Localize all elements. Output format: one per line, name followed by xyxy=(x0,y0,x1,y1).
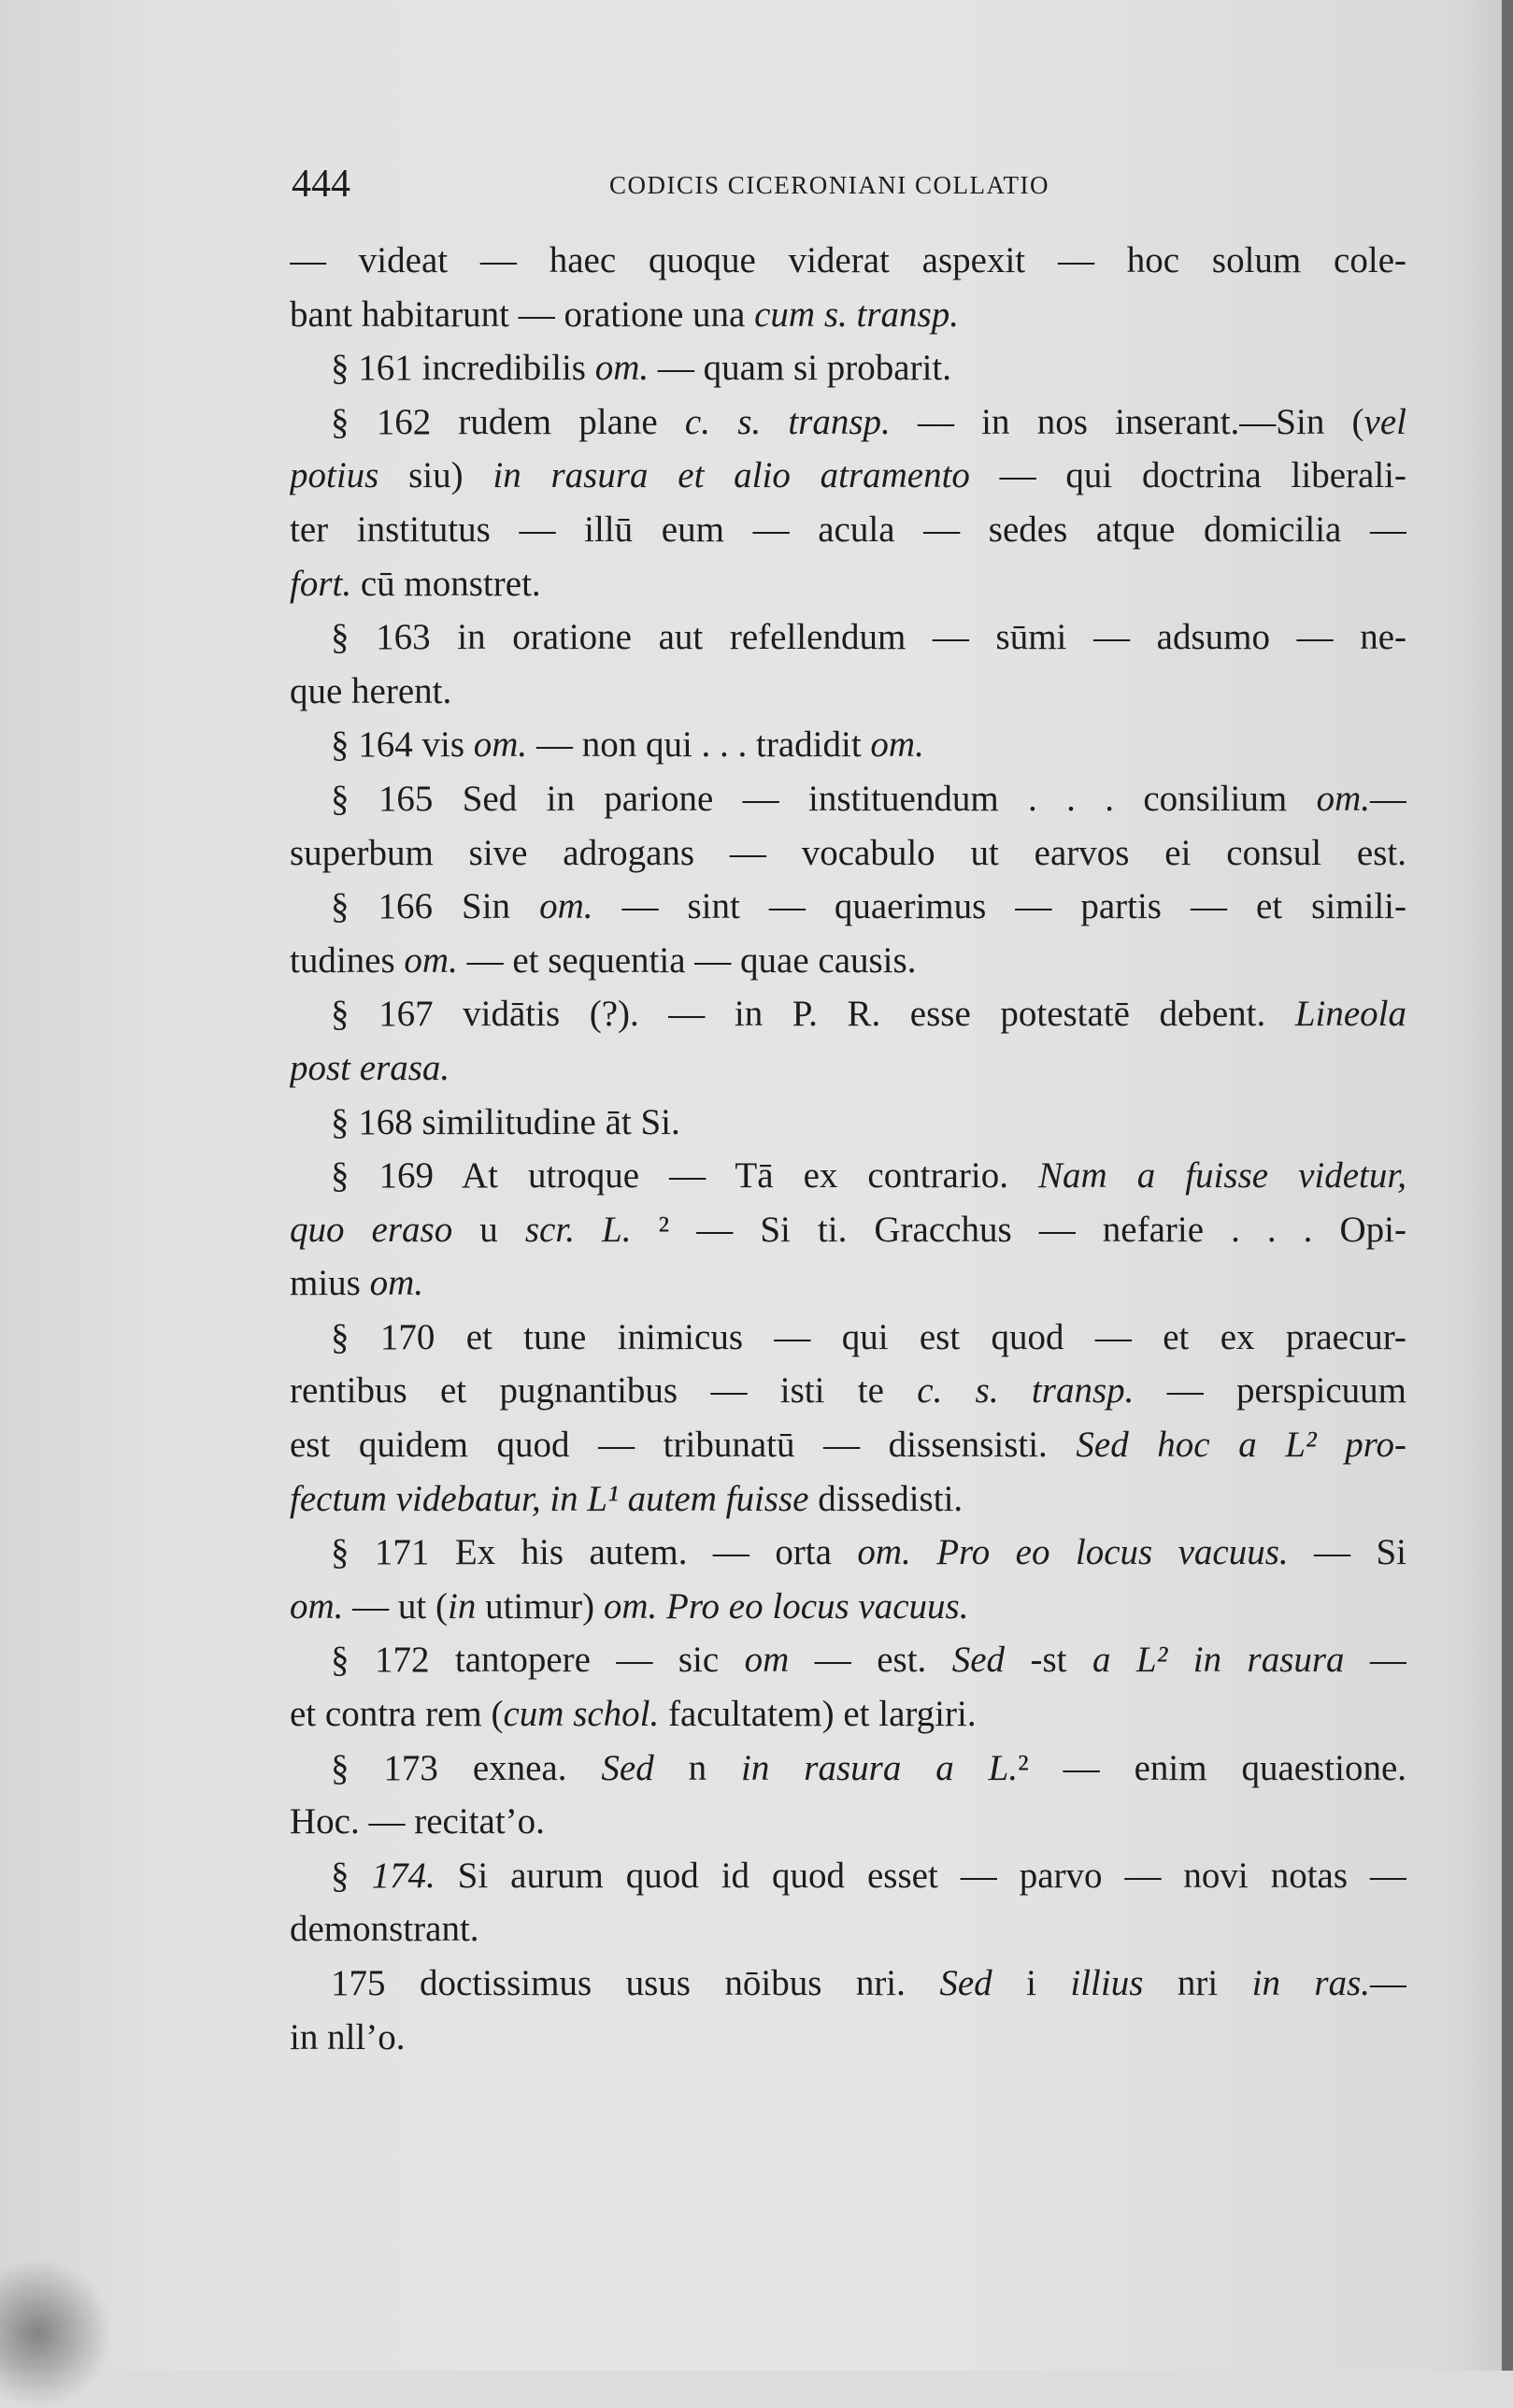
text-line xyxy=(290,1633,1406,1687)
italic-segment: om. xyxy=(539,886,593,927)
text-segment: — sint — quaerimus — partis — et simili- xyxy=(592,886,1406,927)
italic-segment: potius xyxy=(290,455,379,496)
text-line xyxy=(290,1956,1406,2011)
text-segment: — xyxy=(1344,1640,1406,1681)
text-segment: n xyxy=(653,1747,742,1788)
italic-segment: vel xyxy=(1363,401,1406,442)
italic-segment: post erasa. xyxy=(290,1047,450,1088)
italic-segment: in rasura a L. xyxy=(741,1747,1019,1788)
collation-text xyxy=(290,234,1406,2064)
text-line xyxy=(290,880,1406,934)
text-segment: et contra rem ( xyxy=(290,1694,504,1735)
italic-segment: om. xyxy=(473,724,528,766)
text-line xyxy=(290,934,1406,988)
text-line xyxy=(290,2011,1406,2065)
text-segment: dissedisti. xyxy=(808,1478,963,1519)
italic-segment: cum schol. xyxy=(503,1694,660,1735)
text-line xyxy=(290,1203,1406,1257)
text-segment: § 164 vis xyxy=(331,724,474,766)
text-segment: — qui doctrina liberali- xyxy=(969,455,1406,496)
text-segment: tudines xyxy=(290,939,405,981)
text-segment: § 165 Sed in parione — instituendum . . . consilium xyxy=(331,778,1317,819)
text-line xyxy=(290,1041,1406,1096)
text-line xyxy=(290,395,1406,450)
text-segment: cū monstret. xyxy=(351,563,541,604)
italic-segment: in xyxy=(448,1585,477,1627)
text-segment: — est. xyxy=(789,1640,952,1681)
text-segment: i xyxy=(992,1963,1071,2003)
text-segment: § 167 vidātis (?). — in P. R. esse potestatē debent. xyxy=(331,994,1295,1035)
text-segment: ² — Si ti. Gracchus — nefarie . . . Opi- xyxy=(631,1209,1406,1250)
text-line xyxy=(290,772,1406,826)
text-segment: — videat — haec quoque viderat aspexit — hoc solum cole- xyxy=(290,240,1406,280)
italic-segment: om. Pro eo locus vacuus. xyxy=(857,1532,1289,1573)
text-segment: § xyxy=(331,1855,372,1896)
italic-segment: cum s. transp. xyxy=(754,294,959,335)
text-line xyxy=(290,1795,1406,1849)
text-segment: — xyxy=(1370,1963,1406,2003)
italic-segment: quo eraso xyxy=(290,1209,453,1250)
text-segment: — et sequentia — quae causis. xyxy=(457,939,917,981)
scan-edge xyxy=(1502,0,1513,2371)
text-line xyxy=(290,1580,1406,1634)
text-line xyxy=(290,557,1406,611)
text-line xyxy=(290,1902,1406,1956)
text-line xyxy=(290,610,1406,665)
italic-segment: om. Pro eo locus vacuus. xyxy=(603,1585,969,1627)
text-line xyxy=(290,1364,1406,1418)
text-segment: nri xyxy=(1143,1963,1252,2003)
italic-segment: Nam a fuisse videtur, xyxy=(1037,1155,1406,1197)
italic-segment: Sed hoc a L² pro- xyxy=(1076,1425,1406,1466)
text-segment: bant habitarunt — oratione una xyxy=(290,294,755,335)
text-segment: -st xyxy=(1005,1640,1092,1681)
italic-segment: 174. xyxy=(371,1855,435,1896)
text-segment: — non qui . . . tradidit xyxy=(527,724,871,766)
text-segment: § 171 Ex his autem. — orta xyxy=(331,1532,858,1573)
text-segment: § 163 in oratione aut refellendum — sūmi — adsumo — ne- xyxy=(331,617,1406,658)
italic-segment: om. xyxy=(870,724,924,766)
text-segment: § 173 exnea. xyxy=(331,1747,602,1788)
text-line xyxy=(290,503,1406,557)
text-line xyxy=(290,826,1406,881)
italic-segment: Sed xyxy=(951,1640,1006,1681)
italic-segment: fort. xyxy=(290,563,352,604)
page-header xyxy=(292,161,1406,208)
italic-segment: Sed xyxy=(601,1747,654,1788)
italic-segment: om. xyxy=(404,939,458,981)
text-segment: ² — enim quaestione. xyxy=(1018,1747,1406,1788)
italic-segment: Sed xyxy=(939,1963,992,2003)
text-segment: — xyxy=(1370,778,1406,819)
text-segment: est quidem quod — tribunatū — dissensisti. xyxy=(290,1425,1077,1466)
text-segment: — ut ( xyxy=(343,1585,448,1627)
text-segment: rentibus et pugnantibus — isti te xyxy=(290,1370,918,1412)
text-segment: siu) xyxy=(378,455,493,496)
text-line xyxy=(290,1418,1406,1472)
text-segment: in nll’o. xyxy=(290,2016,406,2057)
text-segment: — quam si probarit. xyxy=(649,348,952,389)
italic-segment: Lineola xyxy=(1294,994,1406,1035)
text-line xyxy=(290,987,1406,1041)
italic-segment: om xyxy=(744,1640,790,1681)
text-line xyxy=(290,1526,1406,1580)
text-segment: mius xyxy=(290,1263,370,1304)
text-line xyxy=(290,1687,1406,1742)
italic-segment: in rasura et alio atramento xyxy=(492,455,970,496)
italic-segment: in ras. xyxy=(1251,1963,1370,2003)
text-segment: § 166 Sin xyxy=(331,886,540,927)
text-line xyxy=(290,288,1406,342)
text-segment: Hoc. — recitat’o. xyxy=(290,1801,545,1842)
italic-segment: illius xyxy=(1070,1963,1144,2003)
text-segment: facultatem) et largiri. xyxy=(659,1694,977,1735)
text-segment: § 161 incredibilis xyxy=(331,348,595,389)
text-segment: que herent. xyxy=(290,670,452,711)
text-segment: § 162 rudem plane xyxy=(331,401,685,442)
text-line xyxy=(290,234,1406,288)
italic-segment: c. s. transp. xyxy=(684,401,891,442)
text-segment: — perspicuum xyxy=(1134,1370,1406,1412)
running-head: CODICIS CICERONIANI COLLATIO xyxy=(609,171,1049,199)
italic-segment: om. xyxy=(369,1263,424,1304)
text-line xyxy=(290,449,1406,503)
italic-segment: fectum videbatur, in L¹ autem fuisse xyxy=(290,1478,809,1519)
text-line xyxy=(290,1149,1406,1203)
italic-segment: c. s. transp. xyxy=(917,1370,1135,1412)
text-line xyxy=(290,665,1406,719)
italic-segment: a L² in rasura xyxy=(1092,1640,1345,1681)
italic-segment: scr. L. xyxy=(524,1209,632,1250)
text-segment: — Si xyxy=(1288,1532,1406,1573)
text-segment: utimur) xyxy=(476,1585,604,1627)
text-segment: 175 doctissimus usus nōibus nri. xyxy=(331,1963,940,2003)
text-line xyxy=(290,1311,1406,1365)
italic-segment: om. xyxy=(594,348,649,389)
text-line xyxy=(290,1096,1406,1150)
text-line xyxy=(290,1472,1406,1526)
italic-segment: om. xyxy=(1316,778,1370,819)
text-segment: § 170 et tune inimicus — qui est quod — et ex praecur- xyxy=(331,1316,1406,1357)
text-segment: § 169 At utroque — Tā ex contrario. xyxy=(331,1155,1038,1197)
page-number: 444 xyxy=(292,163,350,206)
text-segment: § 168 similitudine āt Si. xyxy=(331,1101,680,1142)
text-segment: demonstrant. xyxy=(290,1909,479,1950)
text-segment: ter institutus — illū eum — acula — sedes atque domicilia — xyxy=(290,509,1406,550)
text-line xyxy=(290,718,1406,772)
text-line xyxy=(290,341,1406,395)
italic-segment: om. xyxy=(290,1585,344,1627)
text-line xyxy=(290,1849,1406,1903)
text-segment: superbum sive adrogans — vocabulo ut earvos ei consul est. xyxy=(290,832,1406,873)
text-segment: u xyxy=(452,1209,525,1250)
text-line xyxy=(290,1256,1406,1311)
text-segment: Si aurum quod id quod esset — parvo — novi notas — xyxy=(435,1855,1406,1896)
text-segment: § 172 tantopere — sic xyxy=(331,1640,745,1681)
text-segment: — in nos inserant.—Sin ( xyxy=(890,401,1364,442)
text-line xyxy=(290,1742,1406,1796)
